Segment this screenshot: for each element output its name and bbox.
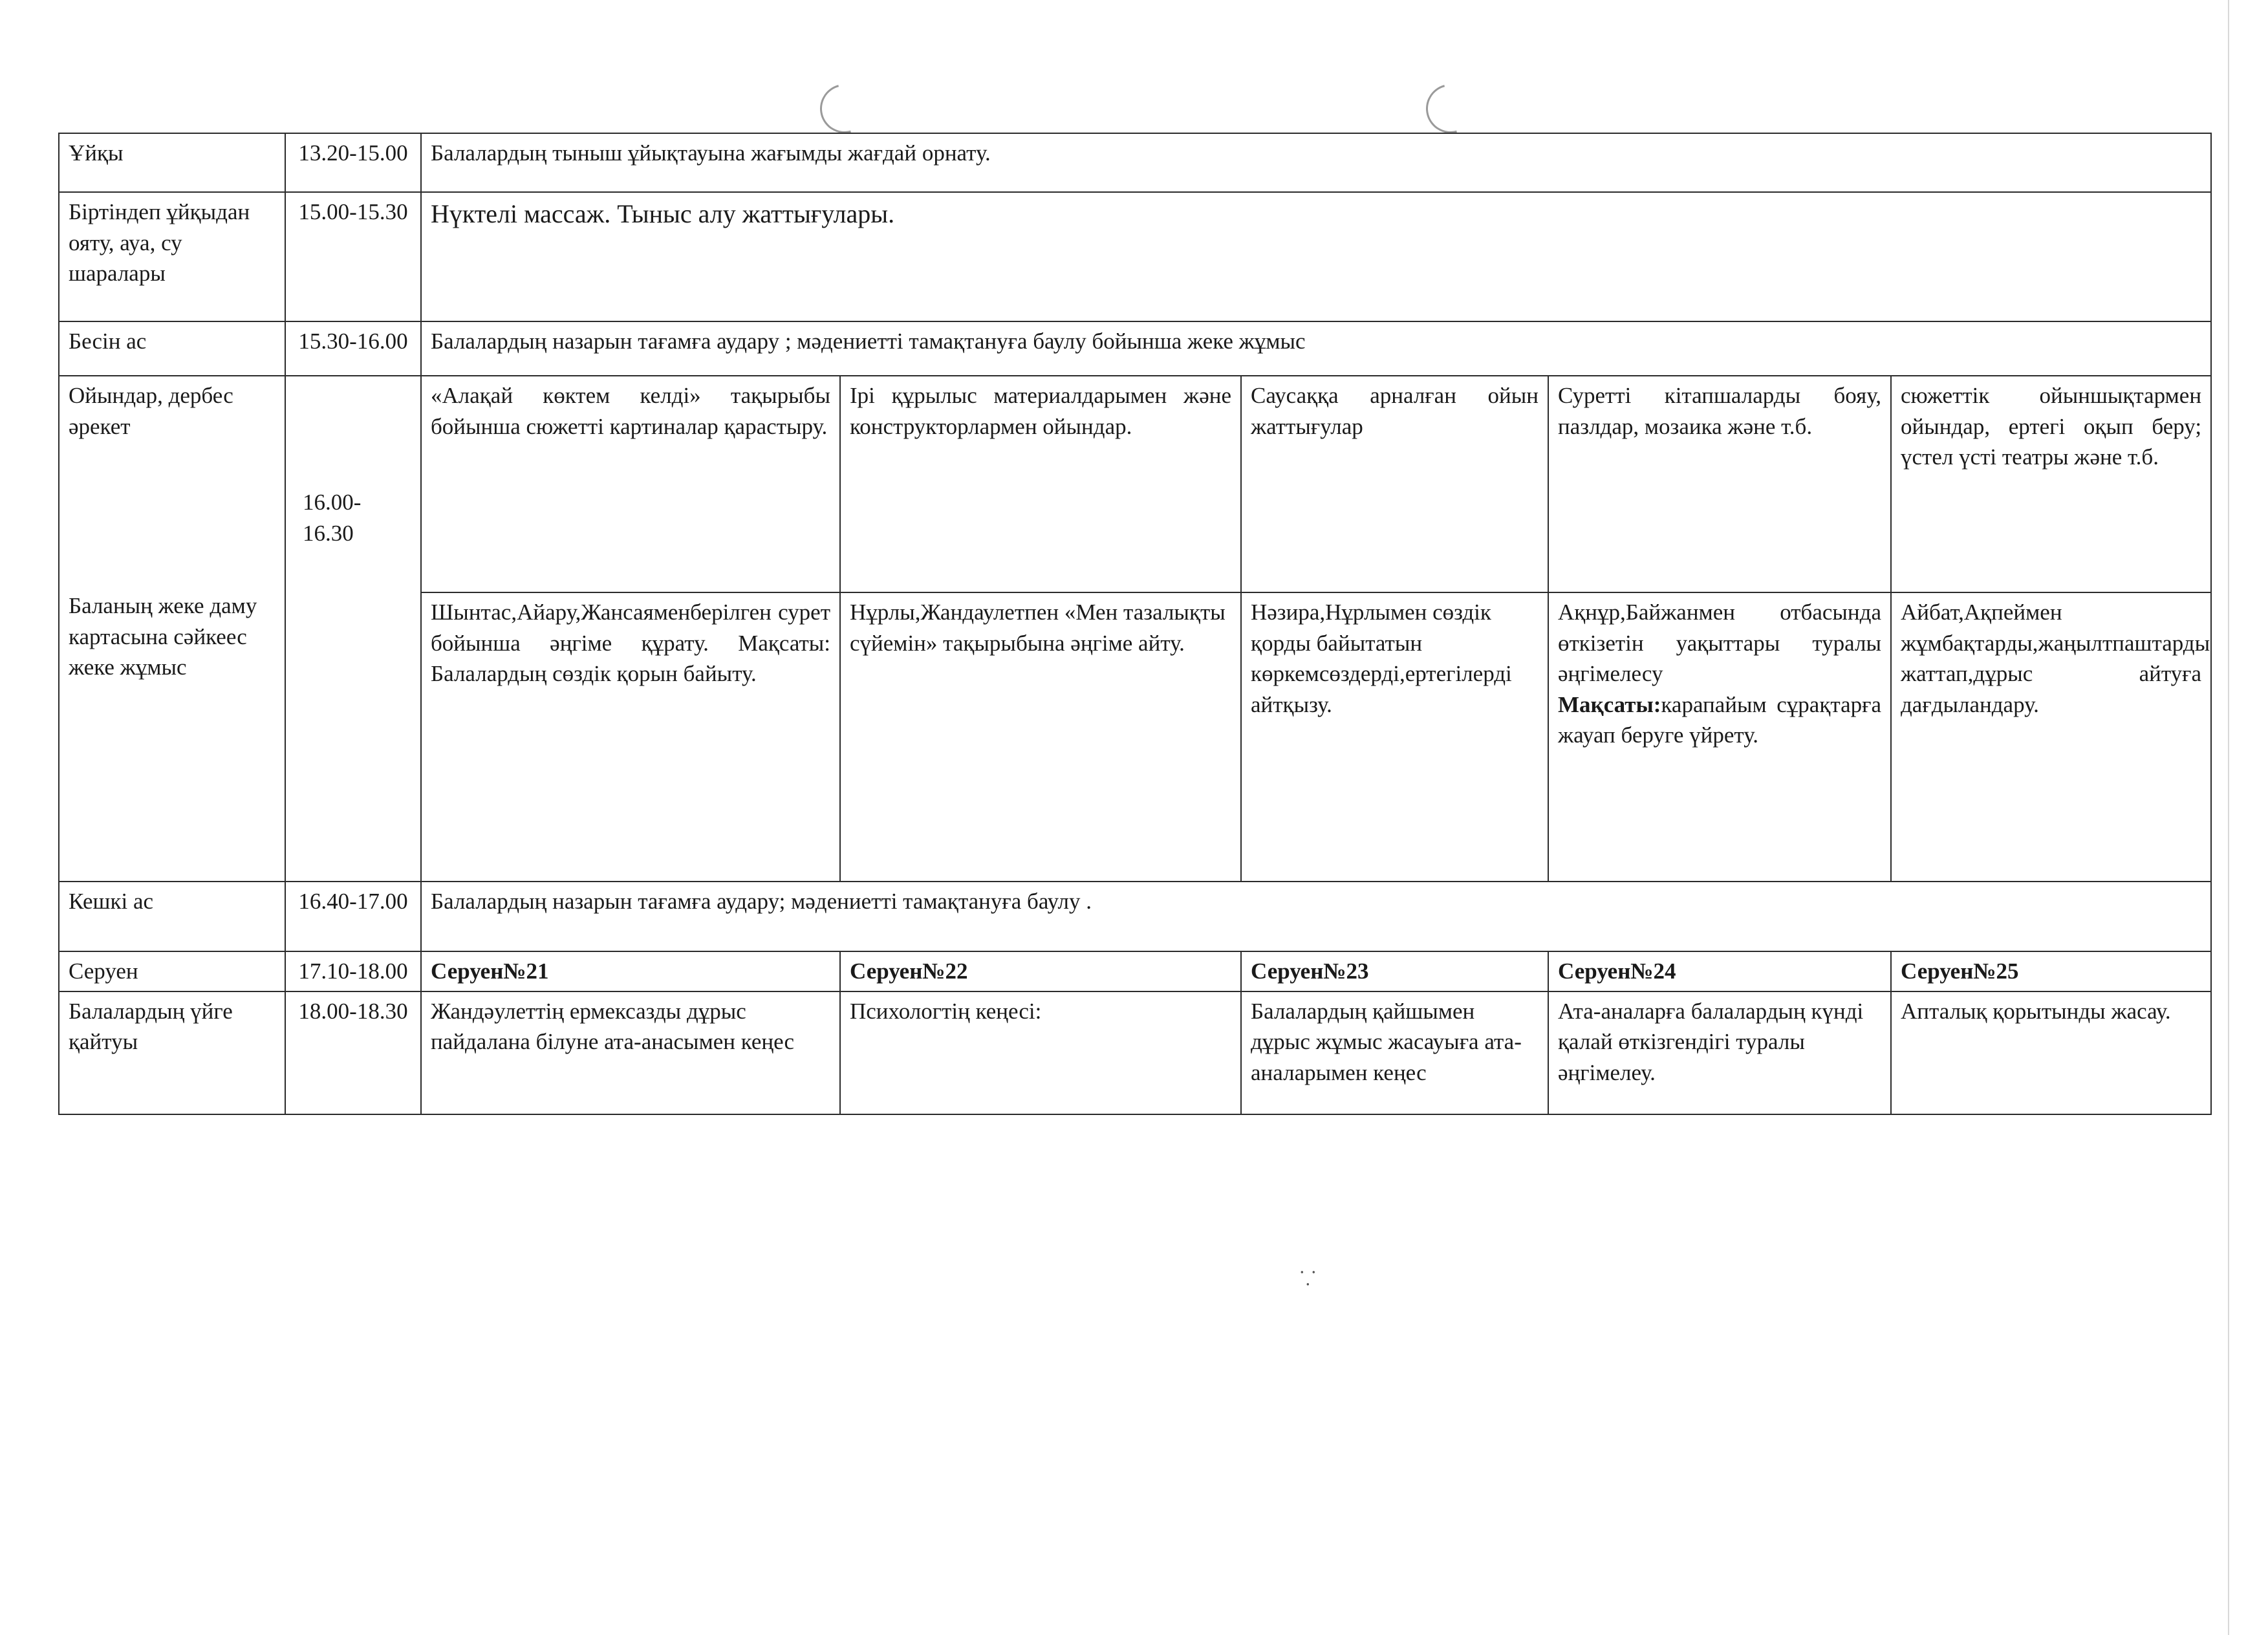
time-slot: 15.00-15.30 [285,192,421,321]
home-cell-fri: Апталық қорытынды жасау. [1891,991,2211,1114]
games-cell-wed: Саусаққа арналған ойын жаттығулар [1241,376,1548,592]
individual-cell-tue: Нұрлы,Жандаулетпен «Мен тазалықты сүйемін» тақырыбына әңгіме айту. [840,592,1241,882]
activity-name-cell [59,376,285,882]
individual-cell-fri: Айбат,Ақпеймен жұмбақтарды,жаңылтпаштарды жаттап,дұрыс айтуға дағдыландару. [1891,592,2211,882]
table-row [59,321,2211,376]
activity-name: Біртіндеп ұйқыдан ояту, ауа, су шаралары [59,192,285,321]
activity-name: Кешкі ас [59,882,285,951]
home-cell-mon: Жандәулеттің ермексазды дұрыс пайдалана білуне ата-анасымен кеңес [421,991,840,1114]
scan-speck: ⸪ [1300,1268,1316,1290]
page-edge [2228,0,2229,1635]
time-slot: 17.10-18.00 [285,951,421,991]
goal-label: Мақсаты: [1558,691,1661,717]
walk-cell-mon: Серуен№21 [421,951,840,991]
time-slot: 16.00-16.30 [303,490,362,546]
games-cell-tue: Ірі құрылыс материалдарымен және конструкторлармен ойындар. [840,376,1241,592]
home-cell-wed: Балалардың қайшымен дұрыс жұмыс жасауыға ата-аналарымен кеңес [1241,991,1548,1114]
home-cell-thu: Ата-аналарға балалардың күнді қалай өткізгендігі туралы әңгімелеу. [1548,991,1891,1114]
table-row [59,951,2211,991]
table-row [59,882,2211,951]
time-slot-cell [285,376,421,882]
games-cell-thu: Суретті кітапшаларды бояу, пазлдар, мозаика және т.б. [1548,376,1891,592]
activity-name: Серуен [59,951,285,991]
activity-name: Баланың жеке даму картасына сәйкеес жеке жұмыс [69,593,257,680]
activity-description: Нүктелі массаж. Тыныс алу жаттығулары. [421,192,2211,321]
table-row [59,133,2211,192]
activity-name: Ойындар, дербес әрекет [69,383,233,439]
individual-text: Ақнұр,Байжанмен отбасында өткізетін уақыттары туралы әңгімелесу [1558,600,1881,687]
table-row [59,376,2211,592]
time-slot: 18.00-18.30 [285,991,421,1114]
daily-schedule-table [58,133,2212,1115]
goal-text: карапайым сұрақтарға жауап беруге үйрету. [1558,691,1881,748]
activity-name: Балалардың үйге қайтуы [59,991,285,1114]
walk-cell-tue: Серуен№22 [840,951,1241,991]
individual-cell-wed: Нәзира,Нұрлымен сөздік қорды байытатын көркемсөздерді,ертегілерді айтқызу. [1241,592,1548,882]
individual-cell-thu [1548,592,1891,882]
time-slot: 13.20-15.00 [285,133,421,192]
games-cell-mon: «Алақай көктем келді» тақырыбы бойынша сюжетті картиналар қарастыру. [421,376,840,592]
activity-name: Ұйқы [59,133,285,192]
time-slot: 15.30-16.00 [285,321,421,376]
table-row [59,192,2211,321]
games-cell-fri: сюжеттік ойыншықтармен ойындар, ертегі оқып беру; үстел үсті театры және т.б. [1891,376,2211,592]
time-slot: 16.40-17.00 [285,882,421,951]
table-row [59,991,2211,1114]
activity-description: Балалардың тыныш ұйықтауына жағымды жағдай орнату. [421,133,2211,192]
individual-cell-mon: Шынтас,Айару,Жансаяменберілген сурет бойынша әңгіме құрату. Мақсаты: Балалардың сөздік қорын байыту. [421,592,840,882]
activity-description: Балалардың назарын тағамға аудару ; мәдениетті тамақтануға баулу бойынша жеке жұмыс [421,321,2211,376]
activity-name: Бесін ас [59,321,285,376]
walk-cell-fri: Серуен№25 [1891,951,2211,991]
walk-cell-wed: Серуен№23 [1241,951,1548,991]
walk-cell-thu: Серуен№24 [1548,951,1891,991]
home-cell-tue: Психологтің кеңесі: [840,991,1241,1114]
activity-description: Балалардың назарын тағамға аудару; мәдениетті тамақтануға баулу . [421,882,2211,951]
